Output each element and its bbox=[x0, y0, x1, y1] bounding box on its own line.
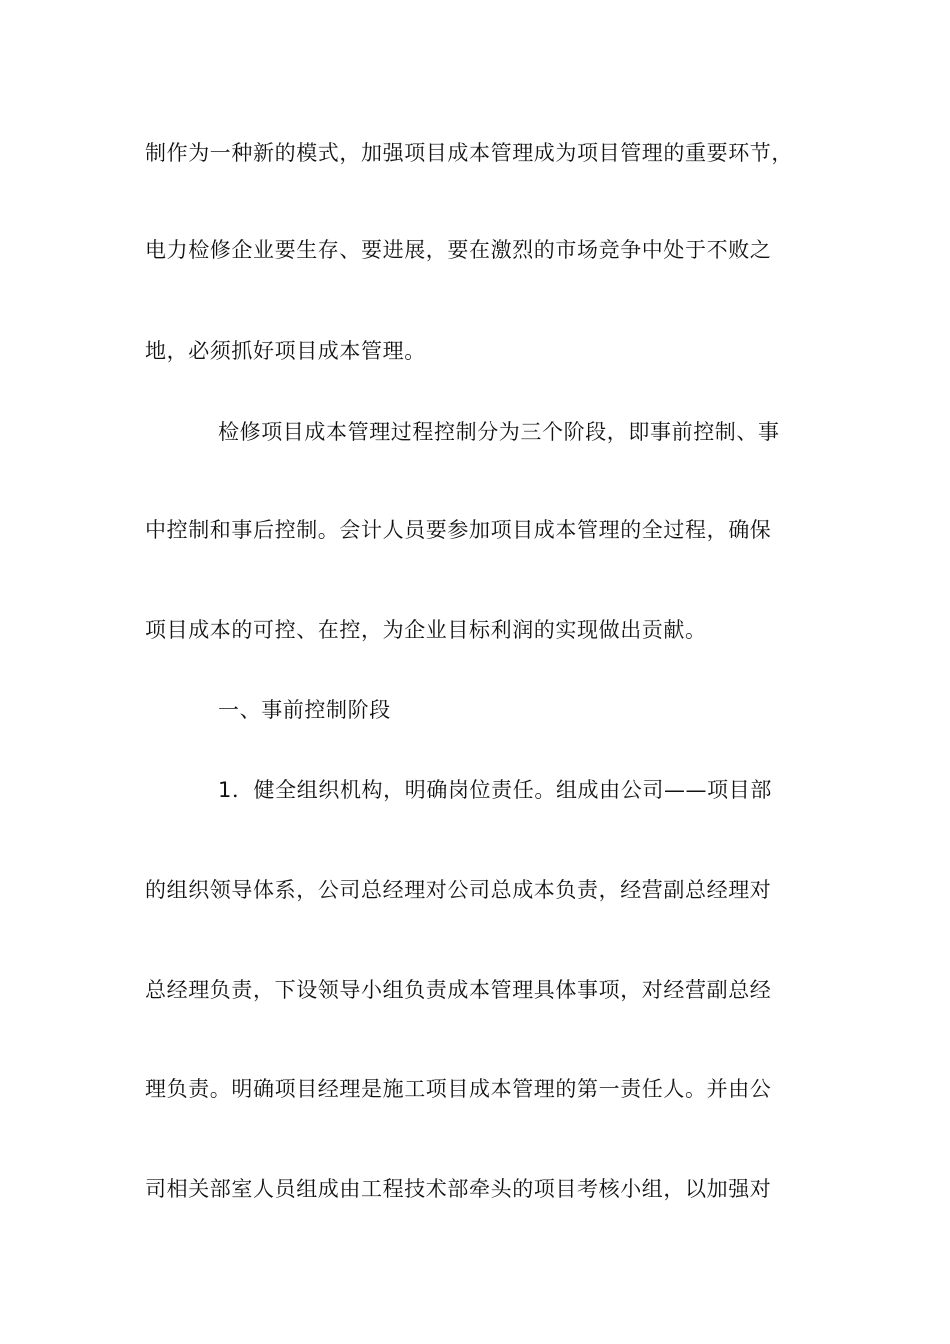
paragraph-line: 地，必须抓好项目成本管理。 bbox=[145, 339, 426, 363]
paragraph-line: 总经理负责，下设领导小组负责成本管理具体事项，对经营副总经 bbox=[145, 978, 772, 1002]
paragraph-line: 理负责。明确项目经理是施工项目成本管理的第一责任人。并由公 bbox=[145, 1077, 772, 1101]
paragraph-line: 制作为一种新的模式，加强项目成本管理成为项目管理的重要环节， bbox=[145, 141, 793, 165]
paragraph-line: 电力检修企业要生存、要进展，要在激烈的市场竞争中处于不败之 bbox=[145, 238, 772, 262]
paragraph-line: 项目成本的可控、在控，为企业目标利润的实现做出贡献。 bbox=[145, 618, 707, 642]
paragraph-line: 检修项目成本管理过程控制分为三个阶段，即事前控制、事 bbox=[218, 420, 780, 444]
section-heading: 一、事前控制阶段 bbox=[218, 698, 391, 722]
paragraph-line: 1．健全组织机构，明确岗位责任。组成由公司——项目部 bbox=[218, 778, 772, 802]
paragraph-line: 中控制和事后控制。会计人员要参加项目成本管理的全过程，确保 bbox=[145, 518, 772, 542]
paragraph-line: 的组织领导体系，公司总经理对公司总成本负责，经营副总经理对 bbox=[145, 878, 772, 902]
paragraph-line: 司相关部室人员组成由工程技术部牵头的项目考核小组，以加强对 bbox=[145, 1177, 772, 1201]
